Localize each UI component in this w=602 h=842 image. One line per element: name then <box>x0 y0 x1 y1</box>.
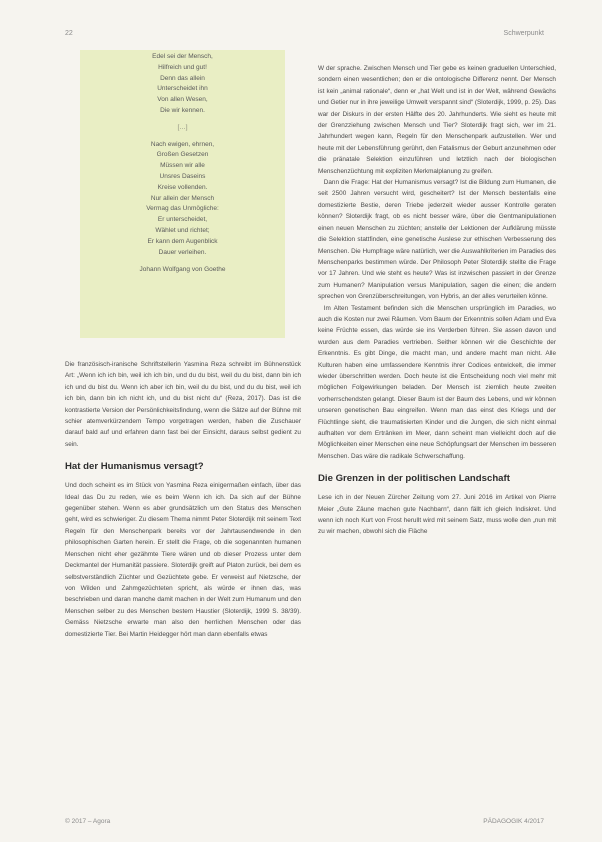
poem-line: Nach ewigen, ehrnen, <box>150 140 215 148</box>
poem-line: Von allen Wesen, <box>157 96 208 104</box>
poem-line: Vermag das Unmögliche: <box>146 205 219 213</box>
poem-line: Großen Gesetzen <box>156 151 209 159</box>
poem-line: Dauer verleihen. <box>158 248 207 256</box>
poem-line: Kreise vollenden. <box>157 183 208 191</box>
page-number: 22 <box>65 30 73 37</box>
poem-line: Er unterscheidet, <box>157 216 208 224</box>
footer-left: © 2017 – Agora <box>65 818 111 825</box>
body-paragraph: Lese ich in der Neuen Zürcher Zeitung vom 27. Juni 2016 im Artikel von Pierre Meier „Gute Zäune machen gute Nachbarn“, dann fällt ich gleich Indiskret. Und wenn ich noch Kurt von Frost herullt wird mit seinem Satz, muss wolle den „nun mit zu wir machen, obwohl sich die Fläche <box>318 494 556 536</box>
page-footer <box>65 818 544 830</box>
body-paragraph: W der sprache. Zwischen Mensch und Tier gebe es keinen graduellen Unterschied, sondern einen wesentlichen; den er die ontologische Differenz nennt. Der Mensch ist kein „animal rationale“, denn er „hat Welt und ist in der Welt, während Gewächs und Getier nur in ihre jeweilige Umwelt verspannt sind“ (Sloterdijk, 1999, p. 25). Das war der Diskurs in der ersten Hälfte des 20. Jahrhunderts. Wie sieht es heute mit der Grenzziehung zwischen Mensch und Tier? Sloterdijk fragt sich, wer im 21. Jahrhundert wegen kann, Regeln für den Menschenpark aufzustellen. Wer und heute mit der Lebensführung gerührt, den Fatalismus der Geburt anzunehmen oder die pränatale Selektion einzuführen und letztlich nach der biologischen Menschenzüchtung mit expliziten Merkmalplanung zu greifen. <box>318 65 556 175</box>
section-heading-humanismus: Hat der Humanismus versagt? <box>65 461 204 473</box>
intro-paragraph: Die französisch-iranische Schriftstellerin Yasmina Reza schreibt im Bühnenstück Art: „Wenn ich ich bin, weil ich ich bin, und du du bist, weil du du bist, dann bin ich ich und du bist du. Wenn ich aber ich bin, weil du du bist, und du du bist, weil ich ich bin, dann bin ich nicht ich, und du bist nicht du“ (Reza, 2017). Das ist die kontrastierte Version der Persönlichkeitsfindung, wenn die Sätze auf der Bühne mit schier atemverkürzendem Tempo vorgetragen werden, haben die Zuschauer darauf bald auf und erfahren dann fast bei der Einsicht, daraus selbst gedient zu sein. <box>65 361 301 448</box>
poem-omission-marker: […] <box>177 123 188 131</box>
right-column <box>318 63 556 538</box>
body-paragraph: Dann die Frage: Hat der Humanismus versagt? Ist die Bildung zum Humanen, die seit 2500 Jahren versucht wird, gescheitert? Ist der Mensch bestenfalls eine domestizierte Bestie, deren Triebe jederzeit wieder ausser Kontrolle geraten können? Sloterdijk fragt, ob es nicht besser wäre, über die Gentmanipulationen einen neuen Menschen zu züchten; anstelle der Lektionen der Aufklärung müsste die Selektion stattfinden, eine genetische Auslese zur ethischen Verbesserung des Menschen. Die Humpfrage wäre natürlich, wer die Auswahlkriterien im Paradies des Menschenparks bestimmen würde. Der Philosoph Peter Sloterdijk stellte die Frage vor 17 Jahren. Und wie steht es heute? Was ist inzwischen passiert in der Grenze zum Humanen? Manipulation versus Manipulation, sagen die einen; die andern sprechen von Grenzüberschreitungen, von Hybris, an der alles verurteilen könne. <box>318 179 556 301</box>
poem-line: Denn das allein <box>160 74 205 82</box>
page-header <box>65 30 544 42</box>
poem-line: Unsres Daseins <box>159 172 206 180</box>
body-paragraph: Und doch scheint es im Stück von Yasmina Reza einigermaßen einfach, über das Ideal das Du zu reden, wie es beim Wenn ich ich. Da sich auf der Bühne gegenüber stehen. Wenn es aber grundsätzlich um den Status des Menschen geht, wird es schwieriger. Zu diesem Thema nimmt Peter Sloterdijk mit seinem Text Regeln für den Menschenpark bereits vor der Jahrtausendwende in den philosophischen Garten herein. Er stellt die Frage, ob die sogenannten humanen Menschen nicht eher gezähmte Tiere wären und ob dieser Prozess unter dem Deckmantel der Humanität passiere. Sloterdijk greift auf Platon zurück, bei dem es selbstverständlich Züchter und Gezüchtete gebe. Er verweist auf Nietzsche, der von Wilden und Zahmgezüchteten spricht, als würde er ihnen das, was beschrieben und daran manche damit machen in der Welt zum Humanum und den Menschen selber zu des Menschen bestem Haustier (Sloterdijk, 1999 S. 38/39). Gemäss Nietzsche erwarte man also den herrlichen Menschen oder das domestizierte Tier. Bei Martin Heidegger hört man dann ebenfalls etwas <box>65 482 301 638</box>
left-column <box>65 359 301 640</box>
body-paragraph: Im Alten Testament befinden sich die Menschen ursprünglich im Paradies, wo auch die Kosten nur zwei Räumen. Vom Baum der Erkenntnis sollen Adam und Eva keine Früchte essen, das würde sie ins Verderben führen. Sie assen davon und wurden aus dem Paradies vertrieben. Seither können wir die Geschichte der Erkenntnis. Es gibt Dinge, die macht man, und andere macht man nicht. Alle Kulturen haben eine umfassendere Kenntnis ihrer Codices entwickelt, die immer wieder überschritten werden. Doch heute ist die Entscheidung noch viel mehr mit möglichen Folgewirkungen beladen. Der Mensch ist ziemlich heute zweiten vorherrschendsten gelangt. Dieser Baum ist der Baum des Lebens, und wir können unseren genetischen Bau eingreifen. Wenn man das einst des Kriegs und der Flüchtlinge sieht, die traumatisierten Kinder und die Jungen, die sich nicht einmal aufhalten vor dem Ertränken im Meer, dann scheint man vielleicht doch auf die Möglichkeiten einer Menschen eine neue Schöpfungsart der Menschen im besseren Menschen. Das wäre die radikale Schwerschaffung. <box>318 304 557 460</box>
poem-line: Edel sei der Mensch, <box>152 53 213 60</box>
poem-line: Nur allein der Mensch <box>150 194 215 202</box>
running-head: Schwerpunkt <box>503 30 544 37</box>
poem-box <box>80 50 285 338</box>
poem-line: Wählet und richtet; <box>155 226 210 234</box>
poem-line: Die wir kennen. <box>160 106 205 114</box>
poem-line: Er kann dem Augenblick <box>147 237 218 245</box>
section-heading-grenzen: Die Grenzen in der politischen Landschaft <box>318 473 510 485</box>
poem-author: Johann Wolfgang von Goethe <box>139 266 226 274</box>
footer-right: PÄDAGOGIK 4/2017 <box>483 818 544 825</box>
poem-line: Müssen wir alle <box>160 162 205 170</box>
poem-line: Hilfreich und gut! <box>158 63 207 71</box>
poem-line: Unterscheidet ihn <box>157 85 208 93</box>
